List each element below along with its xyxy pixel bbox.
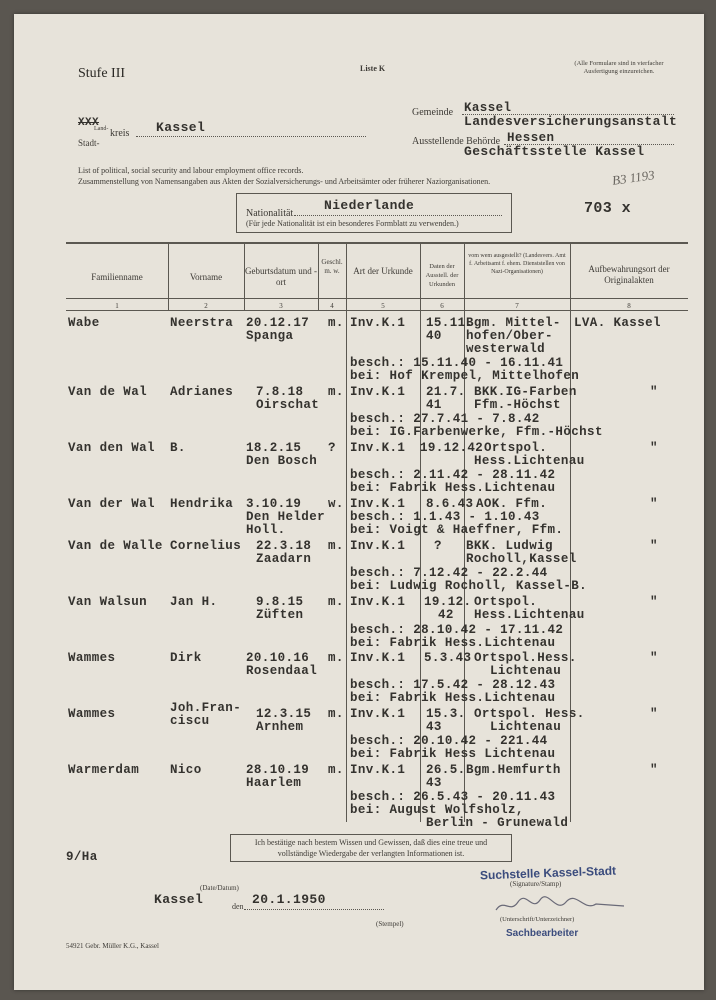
kreis-value: Kassel (156, 120, 206, 135)
table-row-5-datum: 19.12. (424, 595, 472, 609)
table-row-4-familienname: Van de Walle (68, 539, 163, 553)
table-row-0-datum: 15.11. (426, 316, 474, 330)
table-row-0-familienname: Wabe (68, 316, 100, 330)
col-header-geschlecht: Geschl. m. w. (321, 258, 343, 275)
table-row-4-beschaeftigt: besch.: 7.12.42 - 22.2.44 (350, 566, 548, 580)
table-row-0-beschaeftigt: besch.: 15.11.40 - 16.11.41 (350, 356, 564, 370)
table-row-4-art: Inv.K.1 (350, 539, 406, 553)
table-row-7-aufbewahrung: " (650, 707, 658, 721)
gemeinde-label: Gemeinde (412, 107, 454, 118)
col-num-8: 8 (627, 302, 631, 310)
table-row-4-aussteller-2: Rocholl,Kassel (466, 552, 577, 566)
table-row-7-geburtsdatum: 12.3.15 (256, 707, 312, 721)
printer-imprint: 54921 Gebr. Müller K.G., Kassel (66, 942, 159, 950)
table-row-6-betrieb: bei: Fabrik Hess.Lichtenau (350, 691, 556, 705)
table-row-6-aussteller: Ortspol.Hess. (474, 651, 577, 665)
table-row-3-datum: 8.6.43 (426, 497, 474, 511)
behoerde-value-2: Geschäftsstelle Kassel (464, 144, 645, 159)
table-row-1-betrieb: bei: IG.Farbenwerke, Ffm.-Höchst (350, 425, 603, 439)
table-row-4-betrieb: bei: Ludwig Rocholl, Kassel-B. (350, 579, 588, 593)
table-row-8-aufbewahrung: " (650, 763, 658, 777)
table-row-1-geschlecht: m. (328, 385, 344, 399)
table-row-2-aufbewahrung: " (650, 441, 658, 455)
table-row-6-aussteller-2: Lichtenau (490, 664, 562, 678)
table-row-6-familienname: Wammes (68, 651, 116, 665)
table-row-4-aufbewahrung: " (650, 539, 658, 553)
table-row-3-betrieb: bei: Voigt & Haeffner, Ffm. (350, 523, 564, 537)
table-row-7-familienname: Wammes (68, 707, 116, 721)
certification-box: Ich bestätige nach bestem Wissen und Gewissen, daß dies eine treue und vollständige Wiedergabe der verlangten Informationen ist. (230, 834, 512, 862)
col-num-1: 1 (115, 302, 119, 310)
den-label: den (232, 902, 244, 911)
table-row-2-datum: 19.12.42 (420, 441, 484, 455)
table-row-8-geschlecht: m. (328, 763, 344, 777)
col-header-ausgestellt: vom wem ausgestellt? (Landesvers. Amt f. Arbeitsamt f. ehem. Dienststellen von Nazi-Organisationen) (468, 253, 566, 275)
table-row-5-vorname: Jan H. (170, 595, 218, 609)
table-row-4-datum: ? (434, 539, 442, 553)
table-row-3-vorname: Hendrika (170, 497, 234, 511)
table-row-5-familienname: Van Walsun (68, 595, 148, 609)
table-row-4-geschlecht: m. (328, 539, 344, 553)
table-row-5-aufbewahrung: " (650, 595, 658, 609)
table-row-0-aussteller-3: westerwald (466, 342, 546, 356)
table-row-5-beschaeftigt: besch.: 28.10.42 - 17.11.42 (350, 623, 564, 637)
behoerde-label: Ausstellende Behörde (412, 136, 501, 147)
table-row-4-geburtsdatum: 22.3.18 (256, 539, 312, 553)
nationality-value: Niederlande (324, 198, 415, 213)
table-row-0-geschlecht: m. (328, 316, 344, 330)
table-row-0-aussteller: Bgm. Mittel- (466, 316, 561, 330)
table-row-8-betrieb: bei: August Wolfsholz, (350, 803, 524, 817)
nationality-note: (Für jede Nationalität ist ein besonderes Formblatt zu verwenden.) (246, 219, 459, 228)
unterschrift-label: (Unterschrift/Unterzeichner) (500, 916, 575, 923)
table-row-6-geschlecht: m. (328, 651, 344, 665)
landesversicherung-value: Landesversicherungsanstalt (464, 114, 678, 129)
date-value: 20.1.1950 (252, 892, 326, 907)
table-row-8-art: Inv.K.1 (350, 763, 406, 777)
table-row-2-vorname: B. (170, 441, 186, 455)
signature-label: (Signature/Stamp) (510, 880, 562, 888)
table-row-8-betrieb-2: Berlin - Grunewald (426, 816, 569, 830)
table-row-4-geburtsort: Zaadarn (256, 552, 312, 566)
table-row-7-art: Inv.K.1 (350, 707, 406, 721)
table-row-5-aussteller-2: Hess.Lichtenau (474, 608, 585, 622)
table-row-6-beschaeftigt: besch.: 17.5.42 - 28.12.43 (350, 678, 556, 692)
table-row-8-geburtsdatum: 28.10.19 (246, 763, 310, 777)
table-row-2-familienname: Van den Wal (68, 441, 155, 455)
table-row-1-datum: 21.7. (426, 385, 466, 399)
table-row-3-aussteller: AOK. Ffm. (476, 497, 548, 511)
table-row-1-familienname: Van de Wal (68, 385, 148, 399)
col-num-4: 4 (330, 302, 334, 310)
table-row-4-aussteller: BKK. Ludwig (466, 539, 553, 553)
table-row-7-datum-2: 43 (426, 720, 442, 734)
handwritten-code: B3 1193 (611, 167, 656, 188)
table-row-0-geburtsdatum: 20.12.17 (246, 316, 310, 330)
table-row-7-vorname-2: ciscu (170, 714, 210, 728)
table-row-1-datum-2: 41 (426, 398, 442, 412)
table-row-6-vorname: Dirk (170, 651, 202, 665)
table-row-5-datum-2: 42 (438, 608, 454, 622)
table-row-8-datum: 26.5. (426, 763, 466, 777)
table-row-1-beschaeftigt: besch.: 27.7.41 - 7.8.42 (350, 412, 540, 426)
col-header-daten: Daten der Ausstell. der Urkunden (425, 263, 459, 288)
table-row-6-geburtsort: Rosendaal (246, 664, 318, 678)
list-description-en: List of political, social security and labour employment office records. (78, 166, 304, 175)
col-header-familienname: Familienname (91, 272, 143, 282)
table-row-6-aufbewahrung: " (650, 651, 658, 665)
table-row-1-aussteller-2: Ffm.-Höchst (474, 398, 561, 412)
list-description-de: Zusammenstellung von Namensangaben aus Akten der Sozialversicherungs- und Arbeitsämter oder früherer Naziorganisationen. (78, 177, 491, 186)
table-row-3-familienname: Van der Wal (68, 497, 155, 511)
table-row-0-betrieb: bei: Hof Krempel, Mittelhofen (350, 369, 580, 383)
table-row-8-aussteller: Bgm.Hemfurth (466, 763, 561, 777)
behoerde-value-1: Hessen (507, 131, 555, 145)
table-row-8-familienname: Warmerdam (68, 763, 140, 777)
stufe-label: Stufe III (78, 66, 126, 81)
stempel-label: (Stempel) (376, 920, 404, 928)
signature-scribble (492, 892, 632, 918)
table-row-5-geschlecht: m. (328, 595, 344, 609)
table-row-3-geburtsdatum: 3.10.19 (246, 497, 302, 511)
table-row-0-art: Inv.K.1 (350, 316, 406, 330)
col-header-aufbewahrungsort: Aufbewahrungsort der Originalakten (588, 264, 670, 285)
col-num-7: 7 (515, 302, 519, 310)
table-row-5-aussteller: Ortspol. (474, 595, 538, 609)
table-row-6-geburtsdatum: 20.10.16 (246, 651, 310, 665)
col-num-3: 3 (279, 302, 283, 310)
table-row-1-vorname: Adrianes (170, 385, 234, 399)
table-row-7-aussteller: Ortspol. Hess. (474, 707, 585, 721)
table-row-2-geschlecht: ? (328, 441, 336, 455)
table-row-2-betrieb: bei: Fabrik Hess.Lichtenau (350, 481, 556, 495)
document-page (14, 14, 704, 990)
table-row-2-art: Inv.K.1 (350, 441, 406, 455)
table-row-0-datum-2: 40 (426, 329, 442, 343)
table-row-0-aufbewahrung: LVA. Kassel (574, 316, 661, 330)
table-row-8-beschaeftigt: besch.: 26.5.43 - 20.11.43 (350, 790, 556, 804)
table-row-3-aufbewahrung: " (650, 497, 658, 511)
table-row-3-geburtsort: Den Helder (246, 510, 326, 524)
gemeinde-value: Kassel (464, 101, 512, 115)
land-label: Land- (94, 126, 109, 132)
col-num-2: 2 (204, 302, 208, 310)
table-row-6-datum: 5.3.43 (424, 651, 472, 665)
table-row-7-datum: 15.3. (426, 707, 466, 721)
col-header-geburtsdatum: Geburtsdatum und -ort (245, 266, 317, 287)
col-num-5: 5 (381, 302, 385, 310)
date-label: (Date/Datum) (200, 884, 239, 892)
table-row-7-aussteller-2: Lichtenau (490, 720, 562, 734)
reference-code: 9/Ha (66, 850, 98, 864)
table-row-3-geburtsort-2: Holl. (246, 523, 286, 537)
table-row-8-datum-2: 43 (426, 776, 442, 790)
col-header-art-urkunde: Art der Urkunde (353, 266, 413, 276)
form-note: (Alle Formulare sind in vierfacher Ausfertigung einzureichen. (574, 60, 664, 75)
table-row-2-aussteller: Ortspol. (484, 441, 548, 455)
table-row-4-vorname: Cornelius (170, 539, 242, 553)
table-row-1-geburtsdatum: 7.8.18 (256, 385, 304, 399)
table-row-0-aussteller-2: hofen/Ober- (466, 329, 553, 343)
table-row-1-aussteller: BKK.IG-Farben (474, 385, 577, 399)
stamp-suchstelle: Suchstelle Kassel-Stadt (479, 863, 617, 883)
table-row-0-vorname: Neerstra (170, 316, 234, 330)
nationality-label: Nationalität (246, 208, 294, 219)
table-row-2-geburtsdatum: 18.2.15 (246, 441, 302, 455)
table-row-1-geburtsort: Oirschat (256, 398, 320, 412)
land-strikeout: XXX (78, 117, 100, 129)
table-row-3-art: Inv.K.1 (350, 497, 406, 511)
table-row-2-geburtsort: Den Bosch (246, 454, 318, 468)
table-row-7-geschlecht: m. (328, 707, 344, 721)
table-row-2-aussteller-2: Hess.Lichtenau (474, 454, 585, 468)
table-row-8-vorname: Nico (170, 763, 202, 777)
col-header-vorname: Vorname (189, 272, 223, 282)
table-row-3-beschaeftigt: besch.: 1.1.43 - 1.10.43 (350, 510, 540, 524)
liste-label: Liste K (360, 64, 386, 73)
stadt-label: Stadt- (78, 138, 100, 148)
table-row-5-art: Inv.K.1 (350, 595, 406, 609)
table-row-5-geburtsdatum: 9.8.15 (256, 595, 304, 609)
table-row-2-beschaeftigt: besch.: 2.11.42 - 28.11.42 (350, 468, 556, 482)
kreis-label: kreis (110, 128, 130, 139)
table-row-7-betrieb: bei: Fabrik Hess Lichtenau (350, 747, 556, 761)
table-row-7-vorname: Joh.Fran- (170, 701, 242, 715)
stamp-sachbearbeiter: Sachbearbeiter (506, 928, 579, 939)
col-num-6: 6 (440, 302, 444, 310)
table-row-3-geschlecht: w. (328, 497, 344, 511)
table-row-7-geburtsort: Arnhem (256, 720, 304, 734)
table-row-6-art: Inv.K.1 (350, 651, 406, 665)
table-row-8-geburtsort: Haarlem (246, 776, 302, 790)
table-row-1-aufbewahrung: " (650, 385, 658, 399)
table-row-1-art: Inv.K.1 (350, 385, 406, 399)
table-row-0-geburtsort: Spanga (246, 329, 294, 343)
table-row-5-betrieb: bei: Fabrik Hess.Lichtenau (350, 636, 556, 650)
table-row-7-beschaeftigt: besch.: 20.10.42 - 221.44 (350, 734, 548, 748)
place-value: Kassel (154, 892, 204, 907)
document-number: 703 x (584, 200, 632, 217)
table-row-5-geburtsort: Züften (256, 608, 304, 622)
